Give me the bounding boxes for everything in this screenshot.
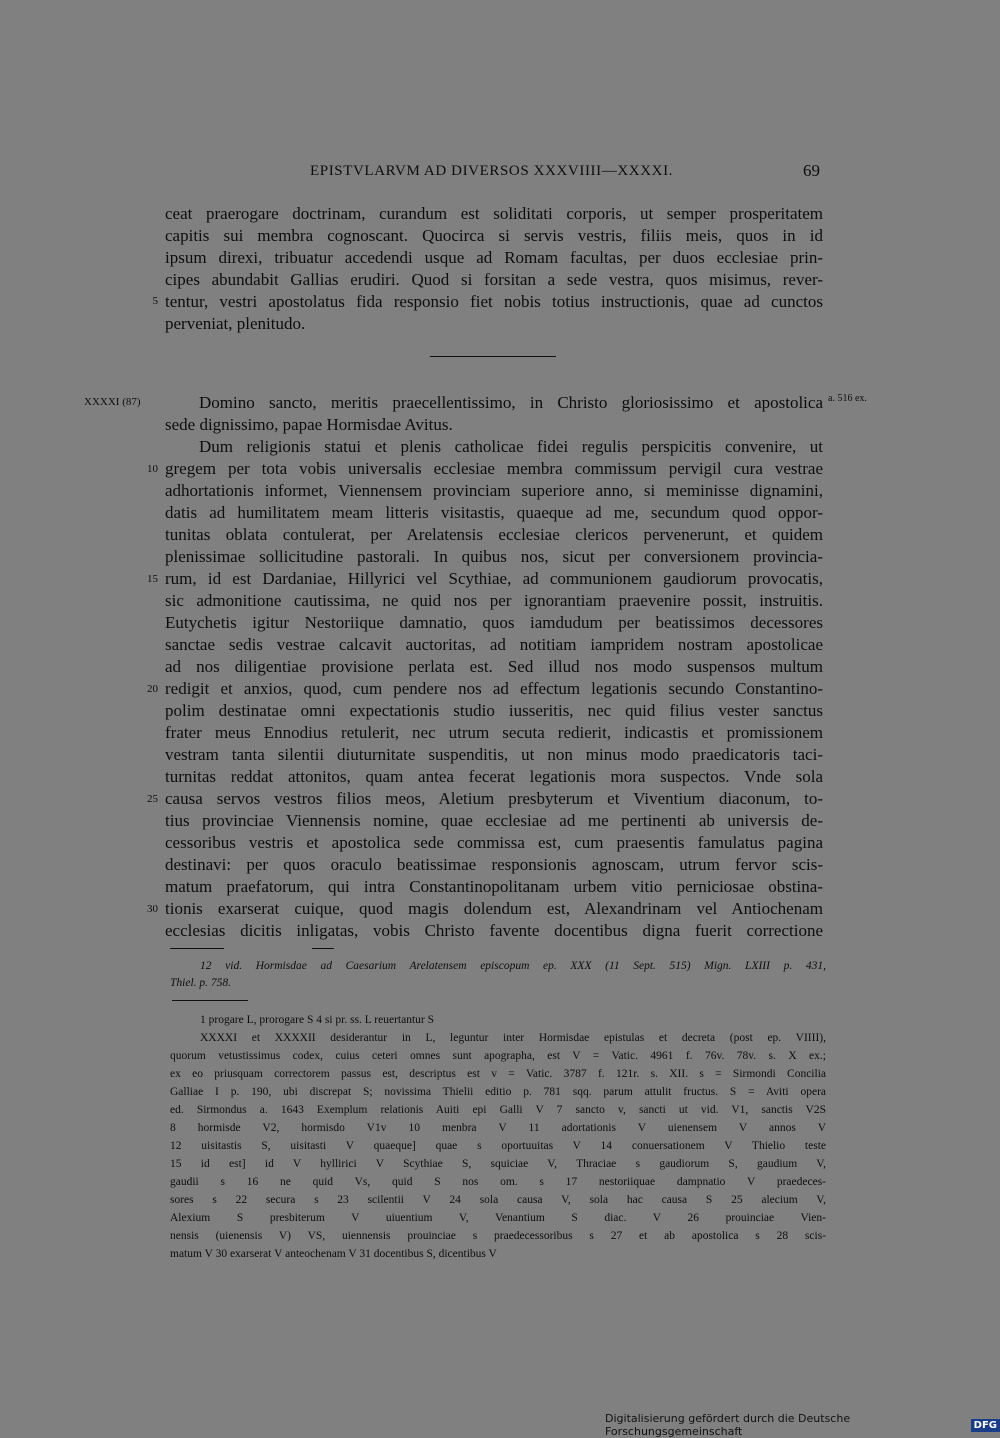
dfg-logo[interactable]: DFG (971, 1419, 1000, 1432)
text-line: ad nos diligentiae provisione perlata est. Sed illud nos modo suspensos multum (165, 657, 823, 676)
apparatus-line: ex eo priusquam correctorem passus est, descriptus est v = Vatic. 3787 f. 121r. s. XII. s = Sirmondi Concilia (170, 1068, 826, 1080)
text-line: rum, id est Dardaniae, Hillyrici vel Scythiae, ad communionem gaudiorum provocatis, (165, 569, 823, 588)
address-line: Domino sancto, meritis praecellentissimo, in Christo gloriosissimo et apostolica (199, 393, 823, 412)
apparatus-line: XXXXI et XXXXII desiderantur in L, leguntur inter Hormisdae epistulas et decreta (post ep. VIIII), (200, 1032, 826, 1044)
footnote-rule (312, 948, 334, 949)
apparatus-line: quorum vetustissimus codex, cuius ceteri omnes sunt apographa, est V = Vatic. 4961 f. 76v. 78v. s. X ex.; (170, 1050, 826, 1062)
footnote-line: Thiel. p. 758. (170, 977, 232, 989)
text-line: ecclesias dicitis inligatas, vobis Christo favente docentibus digna fuerit correctione (165, 921, 823, 940)
text-line: datis ad humilitatem meam litteris visitastis, quaeque ad me, secundum quod oppor- (165, 503, 823, 522)
letter-number: XXXXI (87) (84, 396, 141, 408)
apparatus-line: 1 progare L, prorogare S 4 si pr. ss. L reuertantur S (200, 1014, 434, 1026)
line-number: 20 (147, 683, 158, 695)
page-number: 69 (803, 161, 820, 180)
text-line: tentur, vestri apostolatus fida responsio fiet nobis totius instructionis, quae ad cunctos (165, 292, 823, 311)
running-title: EPISTVLARVM AD DIVERSOS XXXVIIII—XXXXI. (310, 163, 674, 179)
text-line: Dum religionis statui et plenis catholicae fidei regulis perspicitis convenire, ut (199, 437, 823, 456)
text-line: plenissimae sollicitudine pastorali. In quibus nos, sicut per conversionem provincia- (165, 547, 823, 566)
apparatus-line: matum V 30 exarserat V anteochenam V 31 docentibus S, dicentibus V (170, 1248, 497, 1260)
text-line: redigit et anxios, quod, cum pendere nos ad effectum legationis secundo Constantino- (165, 679, 823, 698)
text-line: perveniat, plenitudo. (165, 314, 306, 333)
text-line: ceat praerogare doctrinam, curandum est soliditati corporis, ut semper prosperitatem (165, 204, 823, 223)
text-line: gregem per tota vobis universalis ecclesiae membra commissum pervigil cura vestrae (165, 459, 823, 478)
text-line: causa servos vestros filios meos, Aletium presbyterum et Viventium diaconum, to- (165, 789, 823, 808)
text-line: tius provinciae Viennensis nomine, quae ecclesiae ad me pertinenti ab universis de- (165, 811, 823, 830)
footnote-rule (170, 948, 224, 949)
text-line: tionis exarserat cuique, quod magis dolendum est, Alexandrinam vel Antiochenam (165, 899, 823, 918)
text-line: destinavi: per quos oraculo beatissimae responsionis agnoscam, utrum fervor scis- (165, 855, 823, 874)
footnote-line: 12 vid. Hormisdae ad Caesarium Arelatensem episcopum ep. XXX (11 Sept. 515) Mign. LXIII p. 431, (200, 960, 826, 972)
text-line: vestram tanta silentii diuturnitate suspenditis, ut non minus modo praedicatoris taci- (165, 745, 823, 764)
text-line: cessoribus vestris et apostolica sede commissa est, cum praesentis famulatus pagina (165, 833, 823, 852)
apparatus-line: Alexium S presbiterum V uiuentium V, Venantium S diac. V 26 prouinciae Vien- (170, 1212, 826, 1224)
apparatus-line: ed. Sirmondus a. 1643 Exemplum relationis Auiti epi Galli V 7 sancto v, sancti ut vid. V1, sanctis V2S (170, 1104, 826, 1116)
apparatus-line: Galliae I p. 190, ubi discrepat S; novissima Thielii editio p. 781 sqq. parum attulit fructus. S = Aviti opera (170, 1086, 826, 1098)
text-line: ipsum direxi, tribuatur accedendi usque ad Romam facultas, per duos ecclesiae prin- (165, 248, 823, 267)
line-number: 15 (147, 573, 158, 585)
text-line: polim destinatae omni expectationis studio iusseritis, nec quid filius vester sanctus (165, 701, 823, 720)
text-line: turnitas reddat attonitos, quam antea fecerat legationis mora suspectos. Vnde sola (165, 767, 823, 786)
funding-text: Digitalisierung gefördert durch die Deutsche Forschungsgemeinschaft (605, 1412, 851, 1438)
text-line: cipes abundabit Gallias erudiri. Quod si forsitan a sede vestra, quos misimus, rever- (165, 270, 823, 289)
line-number: 10 (147, 463, 158, 475)
apparatus-line: gaudii s 16 ne quid Vs, quid S nos om. s 17 nestoriiquae dampnatio V praedeces- (170, 1176, 826, 1188)
section-divider (430, 356, 556, 357)
text-line: sic admonitione cautissima, ne quid nos per ignorantiam praevenire possit, instruitis. (165, 591, 823, 610)
apparatus-line: 15 id est] id V hyllirici V Scythiae S, squiciae V, Thraciae s gaudiorum S, gaudium V, (170, 1158, 826, 1170)
text-line: capitis sui membra cognoscant. Quocirca si servis vestris, filiis meis, quos in id (165, 226, 823, 245)
line-number: 25 (147, 793, 158, 805)
date-note: a. 516 ex. (828, 393, 867, 404)
text-line: matum praefatorum, qui intra Constantinopolitanam urbem vitio perniciosae obstina- (165, 877, 823, 896)
funding-footer (605, 1412, 1000, 1438)
apparatus-line: 12 uisitastis S, uisitasti V quaeque] quae s oportuuitas V 14 conuersationem V Thielio teste (170, 1140, 826, 1152)
line-number: 5 (152, 295, 158, 307)
apparatus-line: sores s 22 secura s 23 scilentii V 24 sola causa V, sola hac causa S 25 alecium V, (170, 1194, 826, 1206)
apparatus-rule (172, 1000, 248, 1001)
apparatus-line: nensis (uienensis V) VS, uiennensis prouinciae s praedecessoribus s 27 et ab apostolica s 28 scis- (170, 1230, 826, 1242)
apparatus-line: 8 hormisde V2, hormisdo V1v 10 menbra V 11 adortationis V uienensem V annos V (170, 1122, 826, 1134)
text-line: Eutychetis igitur Nestoriique damnatio, quos iamdudum per beatissimos decessores (165, 613, 823, 632)
text-line: sanctae sedis vestrae calcavit auctoritas, ad notitiam iampridem nostram apostolicae (165, 635, 823, 654)
text-line: adhortationis informet, Viennensem provinciam superiore anno, si meminisse dignamini, (165, 481, 823, 500)
text-line: frater meus Ennodius retulerit, nec utrum secuta redierit, indicastis et promissionem (165, 723, 823, 742)
text-line: tunitas oblata contulerat, per Arelatensis ecclesiae clericos pervenerunt, et quidem (165, 525, 823, 544)
line-number: 30 (147, 903, 158, 915)
address-line: sede dignissimo, papae Hormisdae Avitus. (165, 415, 453, 434)
